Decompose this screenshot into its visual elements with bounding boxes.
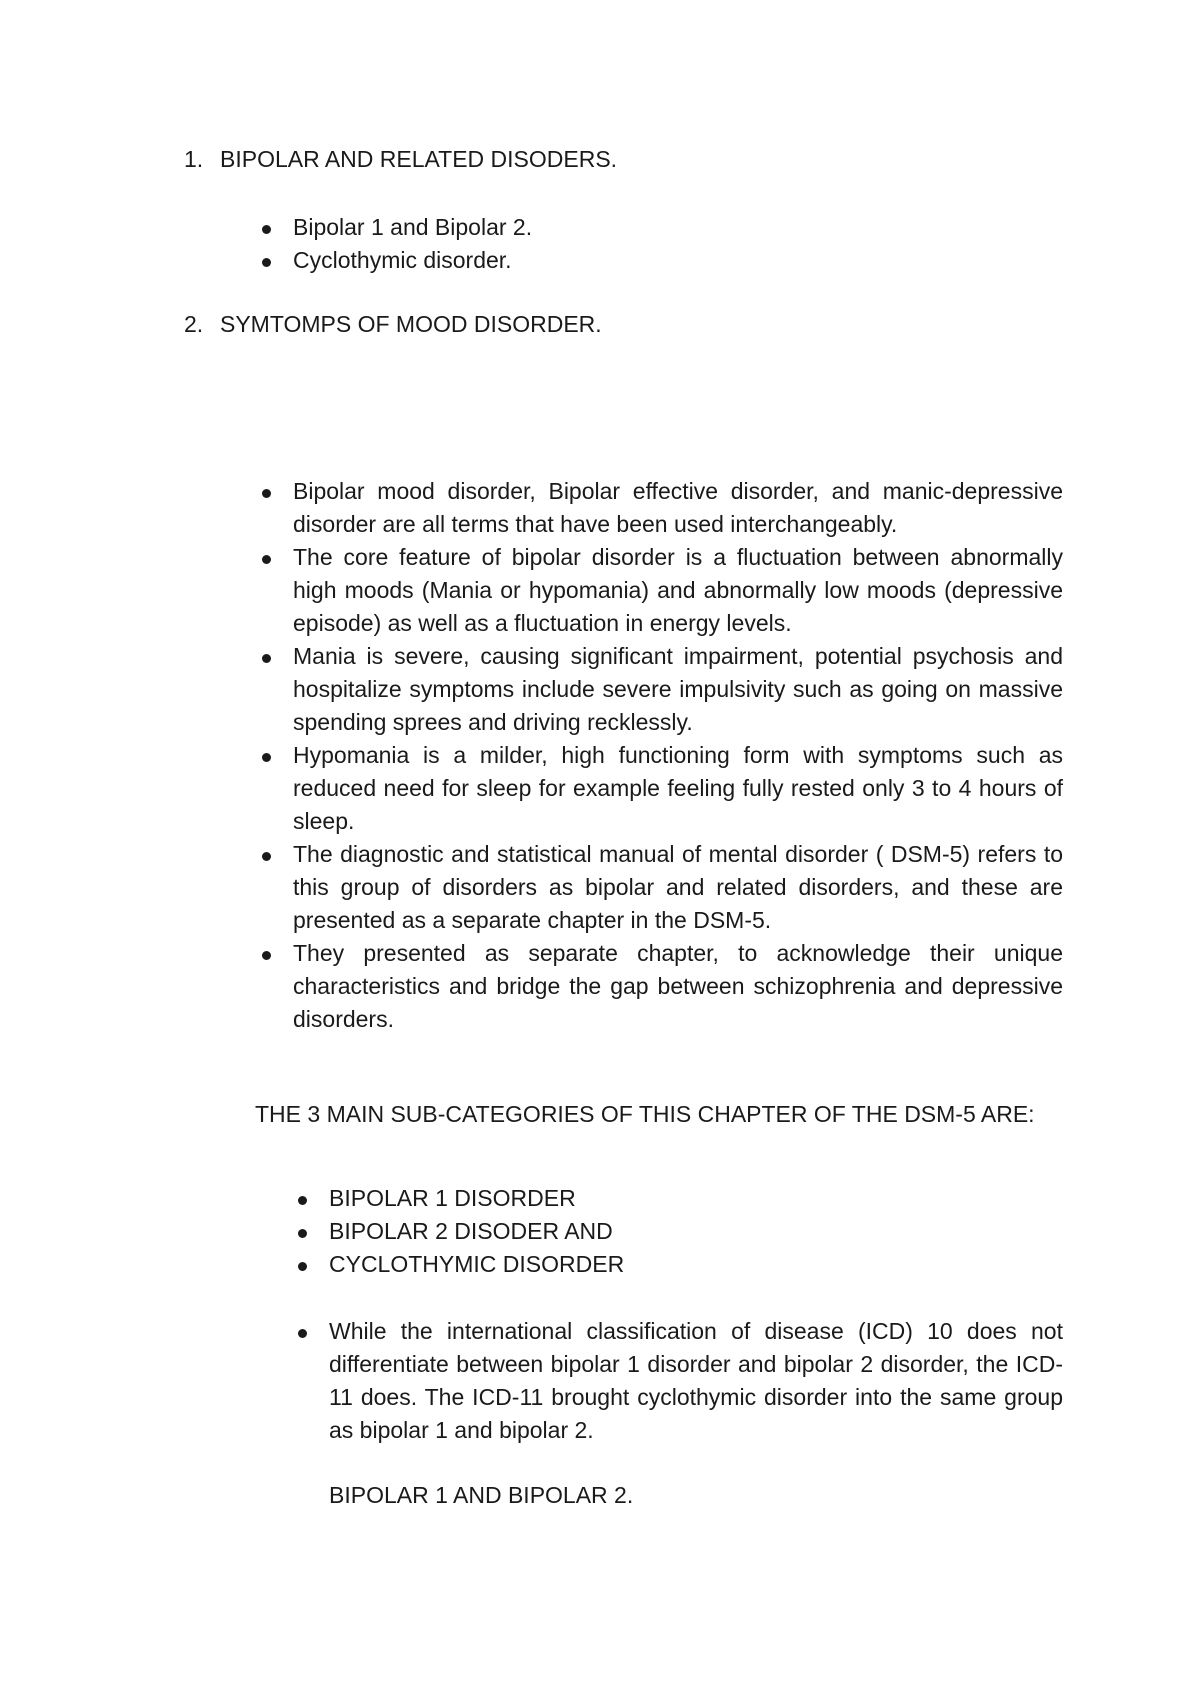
list-item: Hypomania is a milder, high functioning form with symptoms such as reduced need for sleep for example feeling fully rested only 3 to 4 hours of sleep. bbox=[293, 739, 1063, 838]
list-item: BIPOLAR 1 DISORDER bbox=[329, 1182, 1059, 1215]
subcategories-intro: THE 3 MAIN SUB-CATEGORIES OF THIS CHAPTER OF THE DSM-5 ARE: bbox=[255, 1101, 1035, 1127]
bullet-icon bbox=[262, 654, 271, 663]
section-1-heading bbox=[184, 143, 617, 176]
list-item: While the international classification of disease (ICD) 10 does not differentiate between bipolar 1 disorder and bipolar 2 disorder, the ICD-11 does. The ICD-11 brought cyclothymic disorder into the same group as bipolar 1 and bipolar 2. bbox=[329, 1315, 1063, 1447]
section-2-number: 2. bbox=[184, 311, 204, 337]
bullet-icon bbox=[262, 852, 271, 861]
bullet-icon bbox=[262, 258, 271, 267]
bullet-icon bbox=[262, 555, 271, 564]
bullet-icon bbox=[262, 951, 271, 960]
bullet-icon bbox=[262, 489, 271, 498]
section-1-number: 1. bbox=[184, 146, 204, 172]
list-item: CYCLOTHYMIC DISORDER bbox=[329, 1248, 1059, 1281]
bullet-icon bbox=[298, 1196, 307, 1205]
bullet-icon bbox=[298, 1262, 307, 1271]
section-2-title: SYMTOMPS OF MOOD DISORDER. bbox=[220, 311, 602, 337]
section-1-title: BIPOLAR AND RELATED DISODERS. bbox=[220, 146, 618, 172]
bullet-icon bbox=[262, 225, 271, 234]
bullet-icon bbox=[298, 1329, 307, 1338]
bullet-icon bbox=[298, 1229, 307, 1238]
section-2-heading bbox=[184, 308, 602, 341]
list-item: They presented as separate chapter, to acknowledge their unique characteristics and bridge the gap between schizophrenia and depressive disorders. bbox=[293, 937, 1063, 1036]
list-item: Mania is severe, causing significant impairment, potential psychosis and hospitalize symptoms include severe impulsivity such as going on massive spending sprees and driving recklessly. bbox=[293, 640, 1063, 739]
subcategories-list bbox=[329, 1182, 1059, 1281]
list-item: Bipolar mood disorder, Bipolar effective disorder, and manic-depressive disorder are all terms that have been used interchangeably. bbox=[293, 475, 1063, 541]
bullet-icon bbox=[262, 753, 271, 762]
icd-note-list bbox=[329, 1315, 1063, 1447]
list-item: Cyclothymic disorder. bbox=[293, 244, 1053, 277]
list-item: The diagnostic and statistical manual of mental disorder ( DSM-5) refers to this group of disorders as bipolar and related disorders, and these are presented as a separate chapter in the DSM-5. bbox=[293, 838, 1063, 937]
section-2-list bbox=[293, 475, 1063, 1036]
list-item: BIPOLAR 2 DISODER AND bbox=[329, 1215, 1059, 1248]
section-1-list bbox=[293, 211, 1053, 277]
closing-heading: BIPOLAR 1 AND BIPOLAR 2. bbox=[329, 1482, 634, 1508]
list-item: Bipolar 1 and Bipolar 2. bbox=[293, 211, 1053, 244]
list-item: The core feature of bipolar disorder is a fluctuation between abnormally high moods (Mania or hypomania) and abnormally low moods (depressive episode) as well as a fluctuation in energy levels. bbox=[293, 541, 1063, 640]
